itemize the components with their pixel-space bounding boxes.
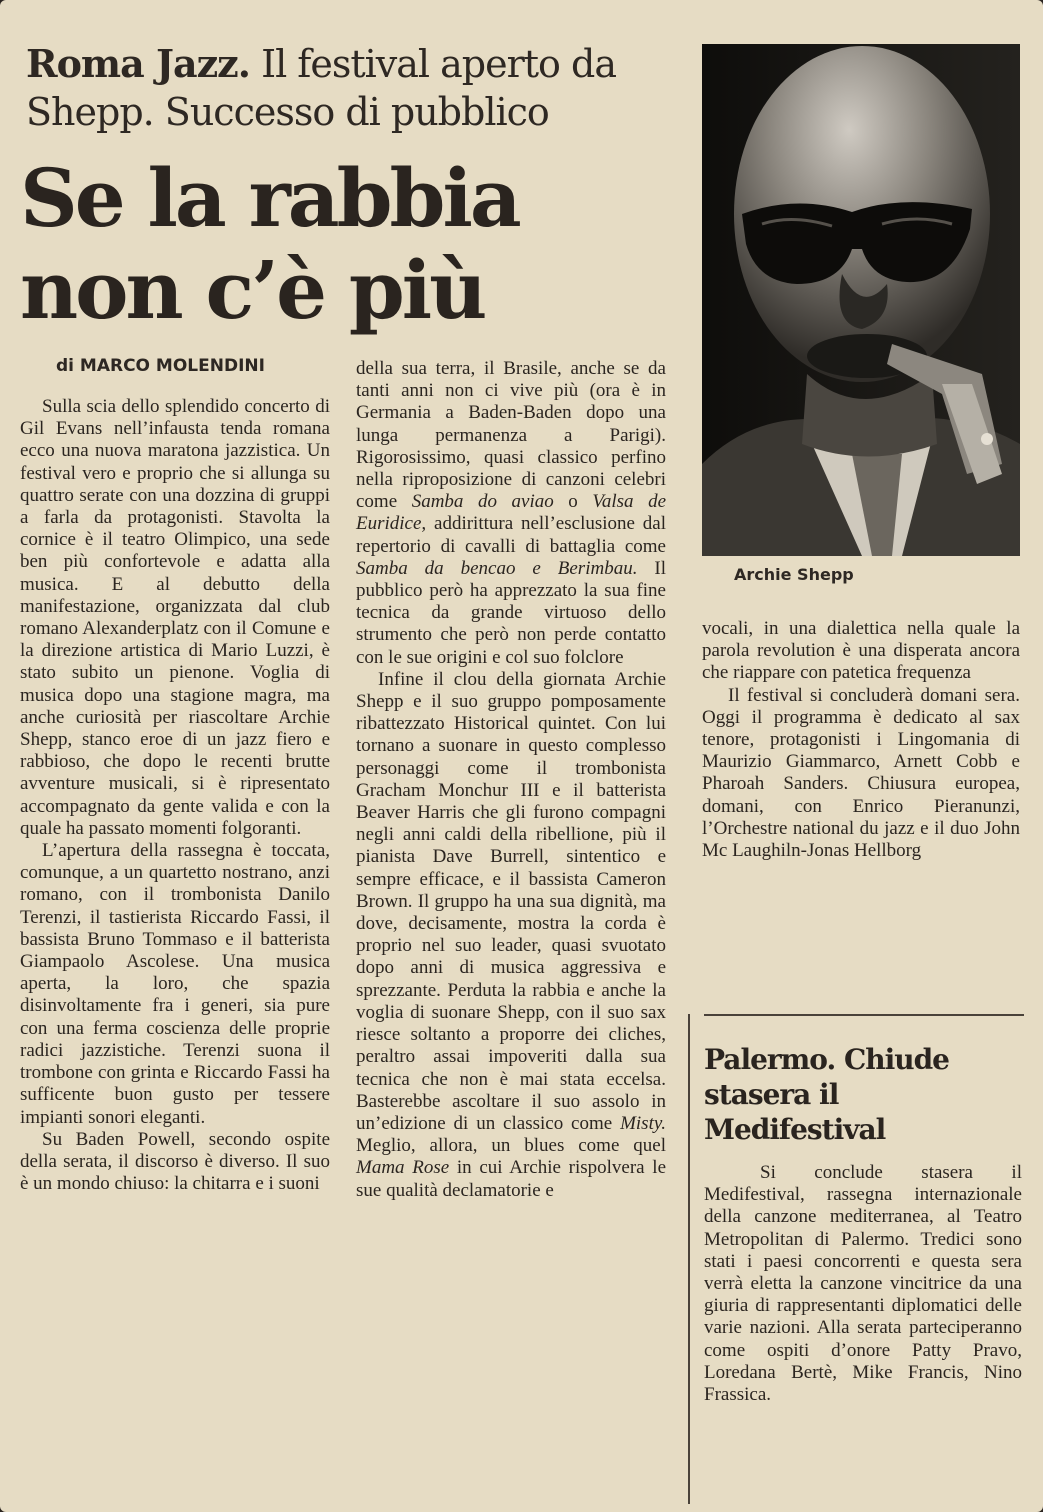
text-run: o bbox=[553, 491, 593, 513]
song-title: Samba do aviao bbox=[411, 491, 554, 513]
article-headline bbox=[20, 152, 680, 336]
text-run: in cui Archie rispolvera le sue qualità declamatorie e bbox=[356, 1157, 666, 1201]
kicker-rest: Il festival aperto da Shepp. Successo di pubblico bbox=[26, 42, 616, 134]
song-title: Mama Rose bbox=[356, 1157, 450, 1179]
paragraph: Il festival si concluderà domani sera. Oggi il programma è dedicato al sax tenore, protagonisti i Lingomania di Maurizio Giammarco, Arnett Cobb e Pharoah Sanders. Chiusura europea, domani, con Enrico Pieranunzi, l’Orchestre national du jazz e il duo John Mc Laughiln-Jonas Hellborg bbox=[702, 684, 1020, 862]
photo-caption: Archie Shepp bbox=[734, 565, 854, 584]
paragraph bbox=[356, 358, 666, 669]
text-run: Infine il clou della giornata Archie Shepp e il suo gruppo pomposamente ribattezzato Historical quintet. Con lui tornano a suonare in questo complesso personaggi come il trombonista Gracham Monchur III e il batterista Beaver Harris che gli furono compagni negli anni caldi della ribellione, più il pianista Dave Burrell, sintentico e sempre efficace, e il bassista Cameron Brown. Il gruppo ha una sua dignità, ma dove, decisamente, mostra la corda è proprio nel suo leader, quasi svuotato dopo anni di musica aggressiva e sprezzante. Perduta la rabbia e anche la voglia di suonare Shepp, con il suo sax riesce soltanto a proporre dei cliches, peraltro assai impoveriti dalla sua tecnica che non è mai stata eccelsa. Basterebbe ascoltare il suo assolo in un’edizione di un classico come bbox=[356, 668, 666, 1134]
paragraph: Su Baden Powell, secondo ospite della serata, il discorso è diverso. Il suo è un mondo chiuso: la chitarra e i suoni bbox=[20, 1128, 330, 1195]
article-column-2 bbox=[356, 358, 666, 1202]
paragraph: Si conclude stasera il Medifestival, rassegna internazionale della canzone mediterranea, al Teatro Metropolitan di Palermo. Tredici sono stati i paesi concorrenti e questa sera verrà eletta la canzone vincitrice da una giuria di rappresentanti diplomatici delle varie nazioni. Alla serata parteciperanno come ospiti d’onore Patty Pravo, Loredana Bertè, Mike Francis, Nino Frassica. bbox=[704, 1162, 1022, 1406]
headline-line-2: non c’è più bbox=[20, 243, 485, 337]
paragraph bbox=[356, 669, 666, 1202]
side-title-bold: Palermo. bbox=[704, 1043, 836, 1076]
song-title: Misty. bbox=[620, 1112, 666, 1134]
paragraph: Sulla scia dello splendido concerto di Gil Evans nell’infausta tenda romana ecco una nuova maratona jazzistica. Un festival vero e proprio che si allunga su quattro serate con una dozzina di gruppi a farla da protagonisti. Stavolta la cornice è il teatro Olimpico, una sede ben più confortevole e adatta alla musica. E al debutto della manifestazione, organizzata dal club romano Alexanderplatz con il Comune e la direzione artistica di Mario Luzzi, è stato subito un pienone. Voglia di musica dopo una stagione magra, ma anche curiosità per riascoltare Archie Shepp, stanco eroe di un jazz fiero e rabbioso, che dopo le recenti brutte avventure musicali, si è ripresentato accompagnato da gente valida e con la quale ha passato momenti folgoranti. bbox=[20, 396, 330, 839]
article-column-1 bbox=[20, 396, 330, 1195]
headline-line-1: Se la rabbia bbox=[20, 151, 519, 245]
byline: di MARCO MOLENDINI bbox=[56, 356, 265, 376]
song-title: Valsa de Euridice, bbox=[356, 491, 667, 535]
text-run: addirittura nell’esclusione dal repertorio di cavalli di battaglia come bbox=[356, 513, 666, 557]
column-divider bbox=[688, 1014, 690, 1504]
section-divider bbox=[704, 1014, 1024, 1016]
side-article-body bbox=[704, 1162, 1022, 1406]
paragraph: vocali, in una dialettica nella quale la parola revolution è una disperata ancora che riappare con patetica frequenza bbox=[702, 618, 1020, 684]
portrait-illustration bbox=[702, 44, 1020, 556]
article-column-3 bbox=[702, 618, 1020, 862]
text-run: Meglio, allora, un blues come quel bbox=[356, 1135, 666, 1157]
article-kicker bbox=[26, 40, 686, 136]
song-title: Samba da bencao e Berimbau. bbox=[356, 557, 638, 579]
archie-shepp-photo bbox=[702, 44, 1020, 556]
text-run: Il pubblico però ha apprezzato la sua fine tecnica da grande virtuoso dello strumento che però non perde contatto con le sue origini e col suo folclore bbox=[356, 557, 666, 668]
kicker-bold: Roma Jazz. bbox=[26, 41, 250, 86]
side-title-rest: Chiude stasera il Medifestival bbox=[704, 1043, 949, 1146]
text-run: della sua terra, il Brasile, anche se da tanti anni non ci vive più (ora è in Germania a Baden-Baden dopo una lunga permanenza a Parigi). Rigorosissimo, quasi classico perfino nella riproposizione di canzoni celebri come bbox=[356, 358, 666, 513]
paragraph: L’apertura della rassegna è toccata, comunque, a un quartetto nostrano, anzi romano, con il trombonista Danilo Terenzi, il tastierista Riccardo Fassi, il bassista Bruno Tommaso e il batterista Giampaolo Ascolese. Una musica aperta, la loro, che spazia disinvoltamente fra i generi, sia pure con una ferma coscienza delle proprie radici jazzistiche. Terenzi suona il trombone con grinta e Riccardo Fassi ha sufficente buon gusto per tessere impianti sonori eleganti. bbox=[20, 840, 330, 1128]
side-article-title bbox=[704, 1042, 1024, 1147]
